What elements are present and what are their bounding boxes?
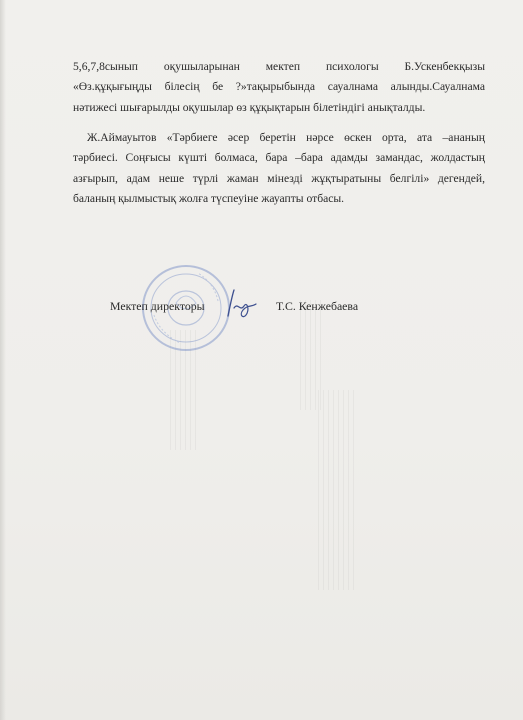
paragraph-line: тәрбиесі. Соңғысы күшті болмаса, бара –бара адамды замандас, жолдастың bbox=[73, 151, 485, 165]
paragraph-line: 5,6,7,8сынып оқушыларынан мектеп психологы Б.Ускенбекқызы bbox=[73, 60, 485, 73]
paragraph-survey bbox=[73, 57, 485, 118]
paragraph-line: Ж.Аймауытов «Тәрбиеге әсер беретін нәрсе өскен орта, ата –ананың bbox=[87, 131, 485, 144]
paragraph-line: азғырып, адам неше түрлі жаман мінезді жұқтыратыны белгілі» дегендей, bbox=[73, 171, 485, 185]
handwritten-signature bbox=[220, 288, 260, 322]
signature-name: Т.С. Кенжебаева bbox=[276, 299, 359, 313]
binding-shadow bbox=[0, 0, 6, 720]
show-through-bottom bbox=[318, 390, 354, 590]
paragraph-quote bbox=[73, 128, 485, 210]
paragraph-line: «Өз.құқығыңды білесің бе ?»тақырыбында сауалнама алынды.Сауалнама bbox=[73, 80, 485, 94]
paragraph-line: баланың қылмыстық жолға түспеуіне жауапты отбасы. bbox=[73, 192, 345, 206]
signature-label: Мектеп директоры bbox=[110, 299, 205, 313]
signature-block bbox=[0, 294, 523, 334]
paragraph-line: нәтижесі шығарылды оқушылар өз құқықтарын білетіндігі анықталды. bbox=[73, 100, 426, 114]
